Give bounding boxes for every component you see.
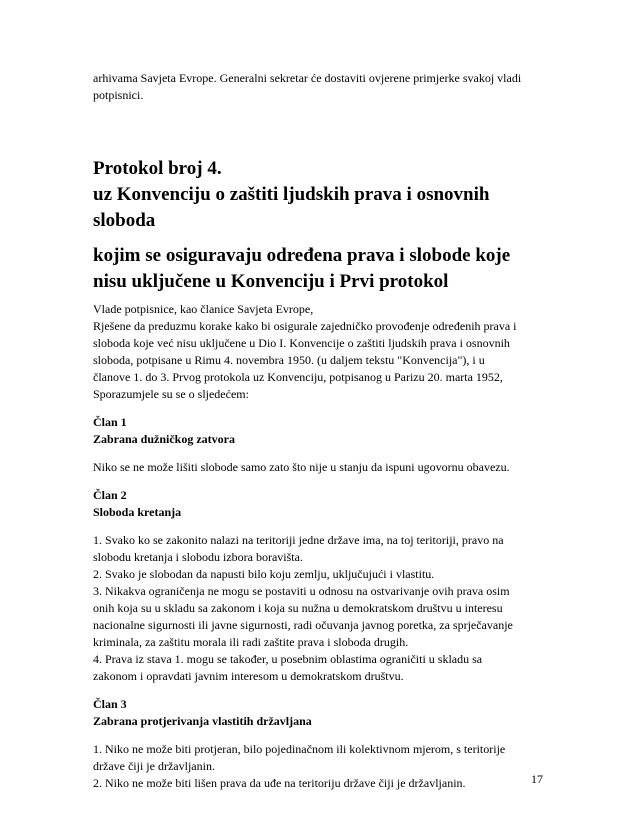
preamble-line: sloboda, potpisane u Rimu 4. novembra 1950. (u daljem tekstu "Konvencija"), i u [93,353,485,367]
subtitle-line: nisu uključene u Konvenciju i Prvi protokol [93,271,449,292]
article-line: 4. Prava iz stava 1. mogu se također, u posebnim oblastima ograničiti u skladu sa [93,652,483,666]
article-heading: Zabrana protjerivanja vlastitih državljana [93,714,312,728]
article-3-header [93,696,543,730]
document-page [93,70,543,792]
intro-line: potpisnici. [93,88,144,102]
title-line: Protokol broj 4. [93,158,222,179]
article-2-header [93,487,543,521]
preamble-line: Rješene da preduzmu korake kako bi osigurale zajedničko provođenje određenih prava i [93,319,517,333]
article-line: 2. Svako je slobodan da napusti bilo koju zemlju, uključujući i vlastitu. [93,567,435,581]
article-line: države čiji je državljanin. [93,759,215,773]
article-line: 1. Niko ne može biti protjeran, bilo pojedinačnom ili kolektivnom mjerom, s teritorije [93,742,506,756]
title-line: uz Konvenciju o zaštiti ljudskih prava i osnovnih [93,184,490,205]
article-line: 1. Svako ko se zakonito nalazi na teritoriji jedne države ima, na toj teritoriji, pravo na [93,533,504,547]
protocol-subtitle [93,243,543,295]
article-line: Niko se ne može lišiti slobode samo zato što nije u stanju da ispuni ugovornu obavezu. [93,460,510,474]
article-line: 3. Nikakva ograničenja ne mogu se postaviti u odnosu na ostvarivanje ovih prava osim [93,584,510,598]
article-line: zakonom i opravdati javnim interesom u demokratskom društvu. [93,669,404,683]
article-number: Član 1 [93,415,127,429]
title-line: sloboda [93,210,156,231]
article-line: onih koja su u skladu sa zakonom i koja su nužna u demokratskom društvu u interesu [93,601,503,615]
subtitle-line: kojim se osiguravaju određena prava i slobode koje [93,245,511,266]
article-1-text [93,459,543,476]
intro-line: arhivama Savjeta Evrope. Generalni sekretar će dostaviti ovjerene primjerke svakoj vladi [93,71,522,85]
preamble-line: Sporazumjele su se o sljedećem: [93,387,249,401]
article-line: nacionalne sigurnosti ili javne sigurnosti, radi očuvanja javnog poretka, za sprječavanje [93,618,513,632]
article-line: 2. Niko ne može biti lišen prava da uđe na teritoriju države čiji je državljanin. [93,776,466,790]
page-number: 17 [531,772,543,786]
article-heading: Sloboda kretanja [93,505,182,519]
article-1-header [93,414,543,448]
article-line: slobodu kretanja i slobodu izbora boravišta. [93,550,303,564]
intro-paragraph [93,70,543,104]
preamble-line: članove 1. do 3. Prvog protokola uz Konvenciju, potpisanog u Parizu 20. marta 1952, [93,370,503,384]
article-number: Član 2 [93,488,127,502]
preamble-line: Vlade potpisnice, kao članice Savjeta Evrope, [93,302,314,316]
article-number: Član 3 [93,697,127,711]
article-line: kriminala, za zaštitu morala ili radi zaštite prava i sloboda drugih. [93,635,409,649]
preamble-paragraph [93,301,543,403]
article-3-text [93,741,543,792]
article-2-text [93,532,543,685]
article-heading: Zabrana dužničkog zatvora [93,432,236,446]
protocol-title [93,156,543,234]
preamble-line: sloboda koje već nisu uključene u Dio I. Konvencije o zaštiti ljudskih prava i osnovnih [93,336,510,350]
